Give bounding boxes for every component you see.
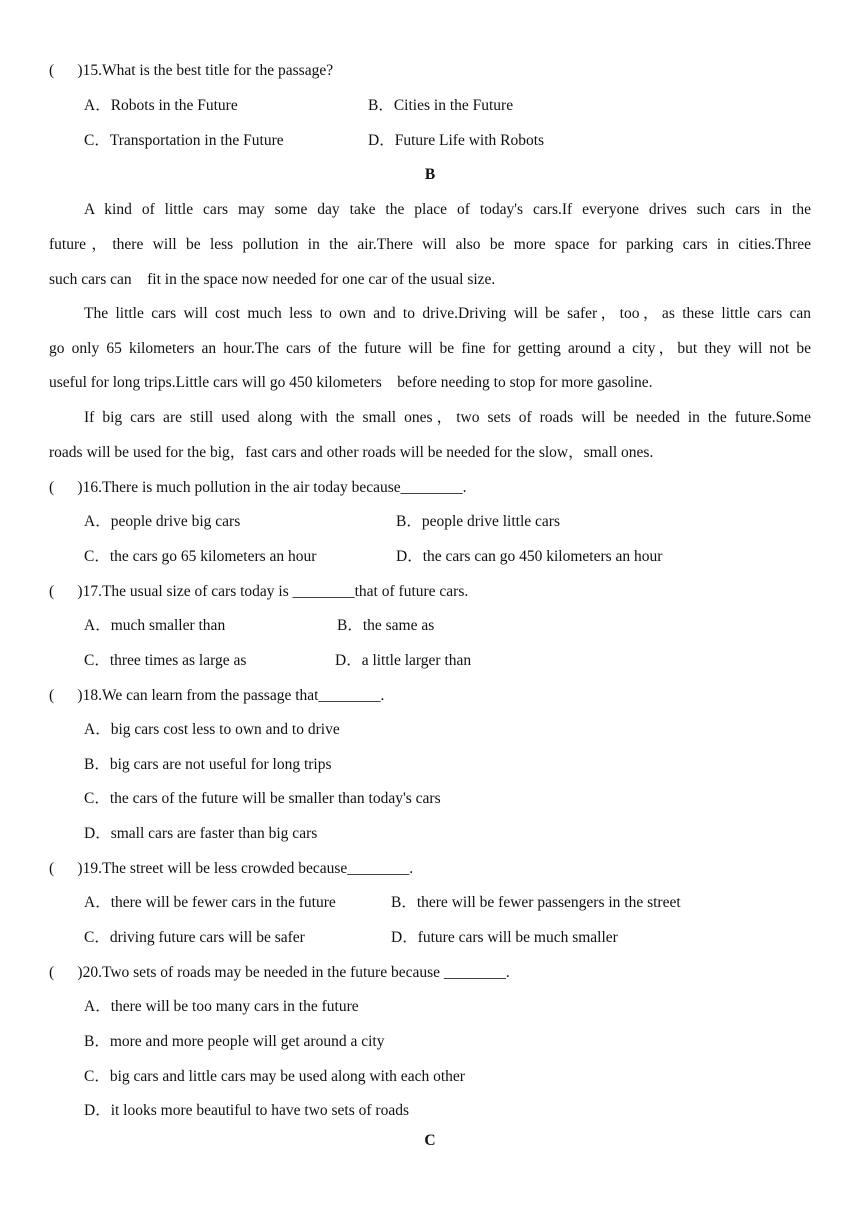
q15-option-a: A．Robots in the Future [84, 97, 238, 114]
q18-option-c: C．the cars of the future will be smaller than today's cars [84, 790, 441, 807]
q17-option-a: A．much smaller than [84, 617, 226, 634]
q15-option-b: B．Cities in the Future [368, 97, 514, 114]
q15-option-c: C．Transportation in the Future [84, 132, 284, 149]
passage-b-p1-line1: A kind of little cars may some day take the place of today's cars.If everyone drives such cars in the [84, 201, 811, 218]
question-20-stem: ( )20.Two sets of roads may be needed in the future because ________. [49, 964, 510, 981]
q17-option-d: D．a little larger than [335, 652, 472, 669]
q18-option-d: D．small cars are faster than big cars [84, 825, 318, 842]
q20-option-a: A．there will be too many cars in the future [84, 998, 359, 1015]
question-18-stem: ( )18.We can learn from the passage that________. [49, 687, 385, 704]
q16-option-d: D．the cars can go 450 kilometers an hour [396, 548, 663, 565]
section-b-heading: B [424, 166, 436, 183]
section-c-heading: C [424, 1132, 436, 1149]
passage-b-p2-line1: The little cars will cost much less to own and to drive.Driving will be safer，too，as these little cars can [84, 305, 811, 322]
q19-option-a: A．there will be fewer cars in the future [84, 894, 336, 911]
q18-option-b: B．big cars are not useful for long trips [84, 756, 332, 773]
q20-option-b: B．more and more people will get around a city [84, 1033, 385, 1050]
passage-b-p2-line3: useful for long trips.Little cars will go 450 kilometers before needing to stop for more gasoline. [49, 374, 653, 391]
q19-option-b: B．there will be fewer passengers in the street [391, 894, 681, 911]
q15-option-d: D．Future Life with Robots [368, 132, 545, 149]
passage-b-p1-line3: such cars can fit in the space now needed for one car of the usual size. [49, 271, 496, 288]
q17-option-b: B．the same as [337, 617, 435, 634]
q18-option-a: A．big cars cost less to own and to drive [84, 721, 340, 738]
q16-option-c: C．the cars go 65 kilometers an hour [84, 548, 317, 565]
question-17-stem: ( )17.The usual size of cars today is ________that of future cars. [49, 583, 469, 600]
question-15-stem: ( )15.What is the best title for the passage? [49, 62, 334, 79]
passage-b-p2-line2: go only 65 kilometers an hour.The cars of the future will be fine for getting around a city，but they will not be [49, 340, 811, 357]
q17-option-c: C．three times as large as [84, 652, 247, 669]
q16-option-b: B．people drive little cars [396, 513, 560, 530]
question-19-stem: ( )19.The street will be less crowded because________. [49, 860, 414, 877]
question-16-stem: ( )16.There is much pollution in the air today because________. [49, 479, 467, 496]
passage-b-p1-line2: future，there will be less pollution in the air.There will also be more space for parking cars in cities.Three [49, 236, 811, 253]
passage-b-p3-line2: roads will be used for the big，fast cars and other roads will be needed for the slow，small ones. [49, 444, 654, 461]
q16-option-a: A．people drive big cars [84, 513, 241, 530]
q19-option-c: C．driving future cars will be safer [84, 929, 305, 946]
q20-option-d: D．it looks more beautiful to have two sets of roads [84, 1102, 410, 1119]
q19-option-d: D．future cars will be much smaller [391, 929, 618, 946]
passage-b-p3-line1: If big cars are still used along with the small ones，two sets of roads will be needed in the future.Some [84, 409, 811, 426]
q20-option-c: C．big cars and little cars may be used along with each other [84, 1068, 465, 1085]
